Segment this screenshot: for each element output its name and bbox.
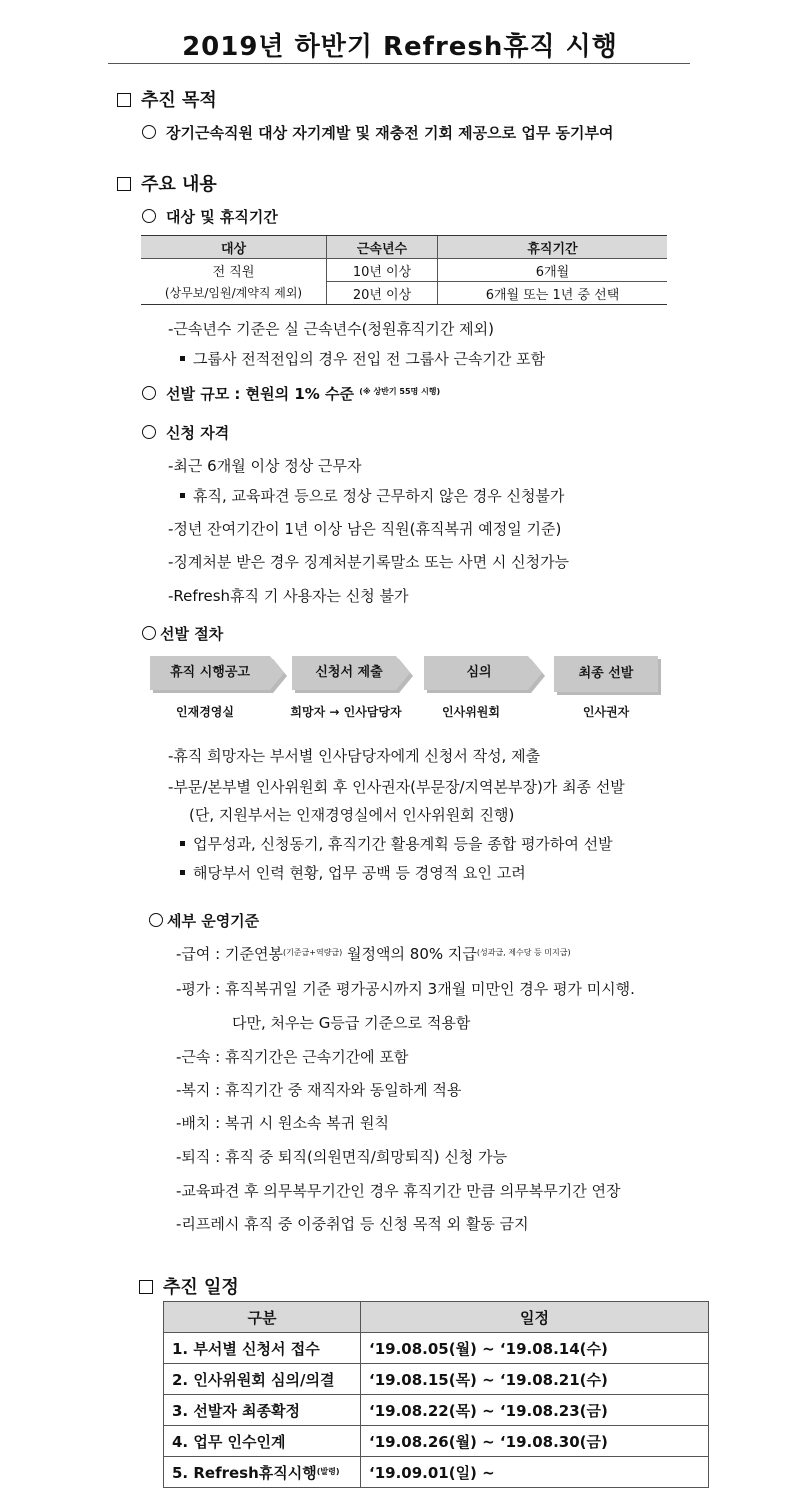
table-header: 대상: [141, 236, 327, 259]
table-cell: 3. 선발자 최종확정: [164, 1395, 361, 1426]
table-cell: 1. 부서별 신청서 접수: [164, 1333, 361, 1364]
list-item: -퇴직 : 휴직 중 퇴직(의원면직/희망퇴직) 신청 가능: [176, 1148, 508, 1166]
procedure-note: (단, 지원부서는 인재경영실에서 인사위원회 진행): [189, 806, 515, 824]
table-header: 일정: [361, 1302, 709, 1333]
rules-heading: 세부 운영기준: [149, 910, 259, 931]
table-row: [164, 1395, 709, 1426]
table-cell: ‘19.08.22(목) ~ ‘19.08.23(금): [361, 1395, 709, 1426]
list-item: -징계처분 받은 경우 징계처분기록말소 또는 사면 시 신청가능: [168, 553, 570, 571]
target-note-1: -근속년수 기준은 실 근속년수(청원휴직기간 제외): [168, 320, 495, 338]
table-cell: 전 직원: [212, 264, 255, 280]
table-header: 휴직기간: [438, 236, 668, 259]
table-header: 근속년수: [327, 236, 438, 259]
scale-heading: 선발 규모 : 현원의 1% 수준 $^{(※ 상반기 55명 시행)}$: [142, 383, 440, 404]
procedure-step: [150, 656, 290, 696]
procedure-note: 해당부서 인력 현황, 업무 공백 등 경영적 요인 고려: [180, 862, 526, 883]
list-item: -배치 : 복귀 시 원소속 복귀 원칙: [176, 1114, 389, 1132]
table-header: 구분: [164, 1302, 361, 1333]
list-item: -정년 잔여기간이 1년 이상 남은 직원(휴직복귀 예정일 기준): [168, 520, 562, 538]
step-owner: 인재경영실: [176, 705, 234, 719]
circle-bullet-icon: [149, 913, 163, 927]
table-row: [141, 259, 667, 282]
section-purpose-heading: 추진 목적: [117, 86, 217, 112]
scale-note: (※ 상반기 55명 시행): [359, 387, 441, 396]
schedule-table: [163, 1301, 709, 1488]
circle-bullet-icon: [142, 626, 156, 640]
section-schedule-heading: 추진 일정: [139, 1273, 239, 1299]
table-cell: 5. Refresh휴직시행$^{(발령)}$: [164, 1457, 361, 1488]
page-title: 2019년 하반기 Refresh휴직 시행: [182, 32, 618, 62]
table-cell: ‘19.08.15(목) ~ ‘19.08.21(수): [361, 1364, 709, 1395]
list-item: -리프레시 휴직 중 이중취업 등 신청 목적 외 활동 금지: [176, 1215, 529, 1233]
table-row: [164, 1364, 709, 1395]
step-label: 신청서 제출: [315, 665, 383, 680]
table-row: [164, 1426, 709, 1457]
square-bullet-icon: [180, 841, 185, 846]
table-cell: 6개월 또는 1년 중 선택: [438, 282, 668, 305]
circle-bullet-icon: [142, 425, 156, 439]
square-bullet-icon: [139, 1280, 153, 1294]
rule-pay: -급여 : 기준연봉$^{(기준급+역량급)}$ 월정액의 80% 지급$^{(성과급, 제수당 등 미지급)}$: [176, 945, 571, 963]
step-owner: 인사위원회: [442, 705, 500, 719]
square-bullet-icon: [117, 177, 131, 191]
target-note-2: 그룹사 전적전입의 경우 전입 전 그룹사 근속기간 포함: [180, 348, 545, 369]
list-item: -근속 : 휴직기간은 근속기간에 포함: [176, 1048, 409, 1066]
table-cell: ‘19.08.26(월) ~ ‘19.08.30(금): [361, 1426, 709, 1457]
table-cell: 2. 인사위원회 심의/의결: [164, 1364, 361, 1395]
table-cell: ‘19.08.05(월) ~ ‘19.08.14(수): [361, 1333, 709, 1364]
procedure-heading: 선발 절차: [142, 623, 223, 644]
procedure-note: -휴직 희망자는 부서별 인사담당자에게 신청서 작성, 제출: [168, 747, 541, 765]
table-cell: 6개월: [438, 259, 668, 282]
square-bullet-icon: [180, 356, 185, 361]
table-cell: 4. 업무 인수인계: [164, 1426, 361, 1457]
target-table: [141, 235, 667, 305]
procedure-note: 업무성과, 신청동기, 휴직기간 활용계획 등을 종합 평가하여 선발: [180, 833, 613, 854]
procedure-step: [554, 656, 662, 696]
list-item: -교육파견 후 의무복무기간인 경우 휴직기간 만큼 의무복무기간 연장: [176, 1182, 621, 1200]
step-label: 휴직 시행공고: [170, 665, 250, 680]
square-bullet-icon: [180, 493, 185, 498]
step-owner: 희망자 → 인사담당자: [290, 705, 402, 719]
step-label: 심의: [466, 665, 492, 680]
section-content-heading: 주요 내용: [117, 170, 217, 196]
circle-bullet-icon: [142, 209, 156, 223]
circle-bullet-icon: [142, 125, 156, 139]
step-owner: 인사권자: [582, 705, 630, 719]
title-divider: [108, 63, 690, 64]
list-item: 휴직, 교육파견 등으로 정상 근무하지 않은 경우 신청불가: [180, 485, 564, 506]
table-row: [141, 282, 667, 305]
step-label: 최종 선발: [578, 666, 634, 681]
list-item: -최근 6개월 이상 정상 근무자: [168, 457, 362, 475]
table-cell: ‘19.09.01(일) ~: [361, 1457, 709, 1488]
rule-eval: -평가 : 휴직복귀일 기준 평가공시까지 3개월 미만인 경우 평가 미시행.: [176, 980, 635, 998]
table-cell: 10년 이상: [327, 259, 438, 282]
eligibility-heading: 신청 자격: [142, 422, 229, 443]
circle-bullet-icon: [142, 386, 156, 400]
square-bullet-icon: [180, 870, 185, 875]
table-row: [164, 1333, 709, 1364]
procedure-step: [424, 656, 548, 696]
rule-eval-cont: 다만, 처우는 G등급 기준으로 적용함: [232, 1014, 471, 1032]
list-item: -복지 : 휴직기간 중 재직자와 동일하게 적용: [176, 1081, 462, 1099]
table-cell: 20년 이상: [327, 282, 438, 305]
purpose-item: 장기근속직원 대상 자기계발 및 재충전 기회 제공으로 업무 동기부여: [142, 122, 614, 143]
table-cell: (상무보/임원/계약직 제외): [141, 282, 327, 305]
target-heading: 대상 및 휴직기간: [142, 206, 278, 227]
procedure-note: -부문/본부별 인사위원회 후 인사권자(부문장/지역본부장)가 최종 선발: [168, 778, 625, 796]
square-bullet-icon: [117, 93, 131, 107]
procedure-step: [292, 656, 416, 696]
list-item: -Refresh휴직 기 사용자는 신청 불가: [168, 587, 409, 605]
table-row: [164, 1457, 709, 1488]
